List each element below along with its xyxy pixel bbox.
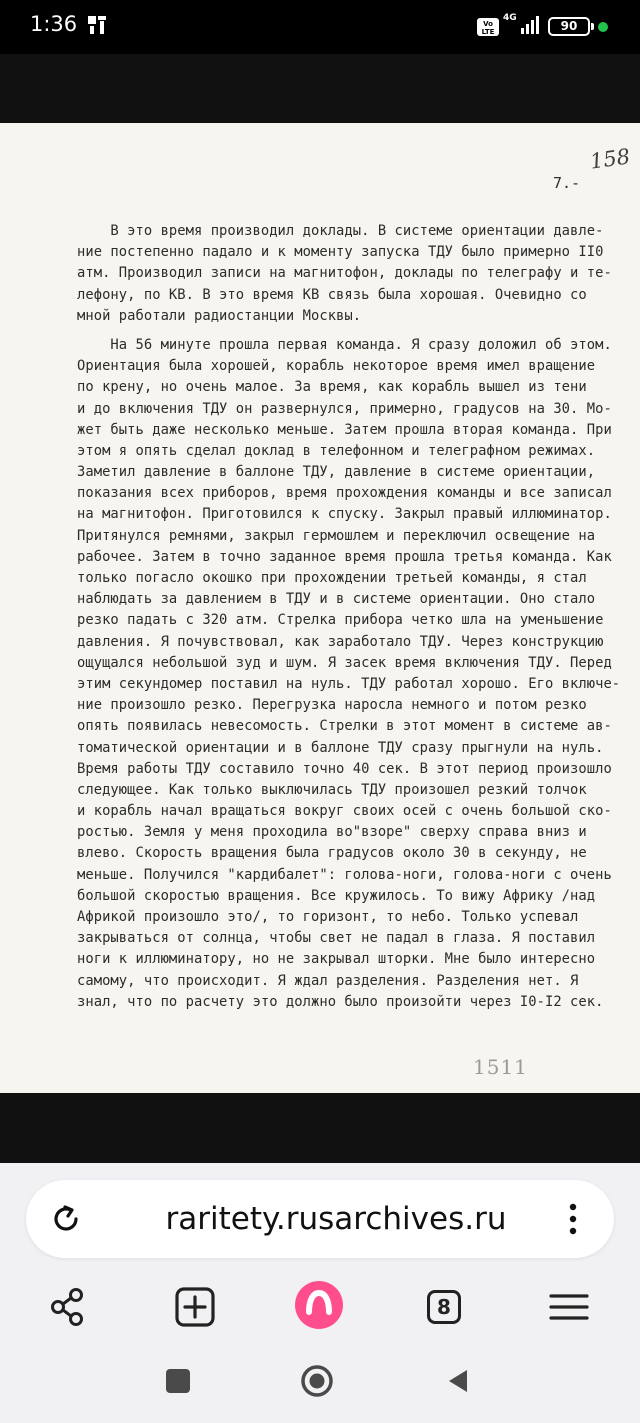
menu-icon <box>544 1282 594 1332</box>
more-options-icon[interactable] <box>562 1201 584 1237</box>
recents-button[interactable] <box>166 1369 190 1393</box>
alice-assistant-button[interactable] <box>292 1278 346 1332</box>
archive-stamp-number: 1511 <box>473 1055 528 1079</box>
document-text-line: самому, что происходит. Я ждал разделения. Разделения нет. Я <box>77 972 579 989</box>
document-text-line: закрываться от солнца, чтобы свет не падал в глаза. Я поставил <box>77 930 596 947</box>
document-text-line: ростью. Земля у меня проходила во"взоре" сверху справа вниз и <box>77 824 587 841</box>
document-text-line: мной работали радиостанции Москвы. <box>77 307 362 324</box>
reload-icon[interactable] <box>49 1202 83 1236</box>
document-text-line: Заметил давление в баллоне ТДУ, давление в системе ориентации, <box>77 464 596 481</box>
document-text-line: Притянулся ремнями, закрыл гермошлем и переключил освещение на <box>77 527 596 544</box>
document-page[interactable] <box>0 123 640 1093</box>
document-text-line: ние постепенно падало и к моменту запуска ТДУ было примерно II0 <box>77 244 604 261</box>
document-text-line: Время работы ТДУ составило точно 40 сек. В этот период произошло <box>77 760 612 777</box>
document-text-line: ние произошло резко. Перегрузка наросла немного и потом резко <box>77 697 587 714</box>
address-bar[interactable] <box>26 1180 614 1258</box>
notification-icon <box>88 16 108 38</box>
document-text-line: На 56 минуте прошла первая команда. Я сразу доложил об этом. <box>77 336 612 353</box>
document-text-line: и до включения ТДУ он развернулся, примерно, градусов на 30. Мо- <box>77 400 612 417</box>
volte-icon <box>477 18 499 40</box>
network-type-label: 4G <box>503 13 517 23</box>
viewer-top-band <box>0 54 640 123</box>
document-text-line: рабочее. Затем в точно заданное время прошла третья команда. Как <box>77 548 612 565</box>
document-text-line: Ориентация была хорошей, корабль некоторое время имел вращение <box>77 358 596 375</box>
page-number: 7.- <box>553 174 581 192</box>
url-text[interactable]: raritety.rusarchives.ru <box>165 1201 507 1237</box>
home-button[interactable] <box>300 1364 334 1398</box>
handwritten-page-number: 158 <box>588 144 632 174</box>
document-body <box>77 221 637 1013</box>
tabs-count-icon[interactable]: 8 <box>427 1290 461 1324</box>
document-text-line: опять появилась невесомость. Стрелки в этот момент в системе ав- <box>77 718 612 735</box>
back-button[interactable] <box>445 1367 471 1395</box>
document-text-line: большой скоростью вращения. Все кружилось. То вижу Африку /над <box>77 887 596 904</box>
battery-icon: 90 <box>548 17 590 36</box>
document-text-line: наблюдать за давлением в ТДУ и в системе ориентации. Оно стало <box>77 591 596 608</box>
document-text-line: Африкой произошло это/, то горизонт, то небо. Только успевал <box>77 909 579 925</box>
document-text-line: ноги к иллюминатору, но не закрывал шторки. Мне было интересно <box>77 951 596 968</box>
document-text-line: следующее. Как только выключилась ТДУ произошел резкий толчок <box>77 781 587 798</box>
signal-icon <box>503 13 543 37</box>
system-navigation-bar <box>0 1353 640 1423</box>
document-text-line: лефону, по КВ. В это время КВ связь была хорошая. Очевидно со <box>77 286 587 303</box>
document-text-line: только погасло окошко при прохождении третьей команды, я стал <box>77 570 587 586</box>
new-tab-button[interactable] <box>170 1282 220 1332</box>
share-icon <box>43 1282 93 1332</box>
new-tab-icon <box>170 1282 220 1332</box>
document-text-line: В это время производил доклады. В системе ориентации давле- <box>77 223 604 239</box>
document-text-line: атм. Производил записи на магнитофон, доклады по телеграфу и те- <box>77 265 612 282</box>
document-text-line: томатической ориентации и в баллоне ТДУ сразу прыгнули на нуль. <box>77 739 604 756</box>
status-bar <box>0 0 640 54</box>
document-text-line: ощущался небольшой зуд и шум. Я засек время включения ТДУ. Перед <box>77 654 612 671</box>
document-text-line: этом я опять сделал доклад в телефонном и телеграфном режимах. <box>77 442 596 459</box>
svg-text:LTE: LTE <box>481 28 495 36</box>
document-text-line: жет быть даже несколько меньше. Затем прошла вторая команда. При <box>77 421 612 438</box>
svg-text:Vo: Vo <box>483 20 493 28</box>
tabs-button[interactable] <box>419 1282 469 1332</box>
document-text-line: на магнитофон. Приготовился к спуску. Закрыл правый иллюминатор. <box>77 506 612 523</box>
status-time: 1:36 <box>30 12 78 36</box>
document-text-line: резко падать с 320 атм. Стрелка прибора четко шла на уменьшение <box>77 612 604 629</box>
document-text-line: меньше. Получился "кардибалет": голова-ноги, голова-ноги с очень <box>77 866 612 883</box>
document-text-line: знал, что по расчету это должно было произойти через I0-I2 сек. <box>77 993 604 1010</box>
viewer-bottom-band <box>0 1093 640 1163</box>
browser-bottom-panel <box>0 1163 640 1423</box>
share-button[interactable] <box>43 1282 93 1332</box>
document-text-line: показания всех приборов, время прохождения команды и все записал <box>77 485 612 502</box>
active-dot-icon <box>598 22 608 32</box>
document-text-line: этим секундомер поставил на нуль. ТДУ работал хорошо. Его включе- <box>77 675 621 692</box>
alice-assistant-icon <box>292 1278 346 1332</box>
paragraph-gap <box>77 327 637 335</box>
document-text-line: по крену, но очень малое. За время, как корабль вышел из тени <box>77 379 587 396</box>
menu-button[interactable] <box>544 1282 594 1332</box>
document-text-line: и корабль начал вращаться вокруг своих осей с очень большой ско- <box>77 803 612 820</box>
document-text-line: давления. Я почувствовал, как заработало ТДУ. Через конструкцию <box>77 633 604 650</box>
document-text-line: влево. Скорость вращения была градусов около 30 в секунду, не <box>77 845 587 862</box>
